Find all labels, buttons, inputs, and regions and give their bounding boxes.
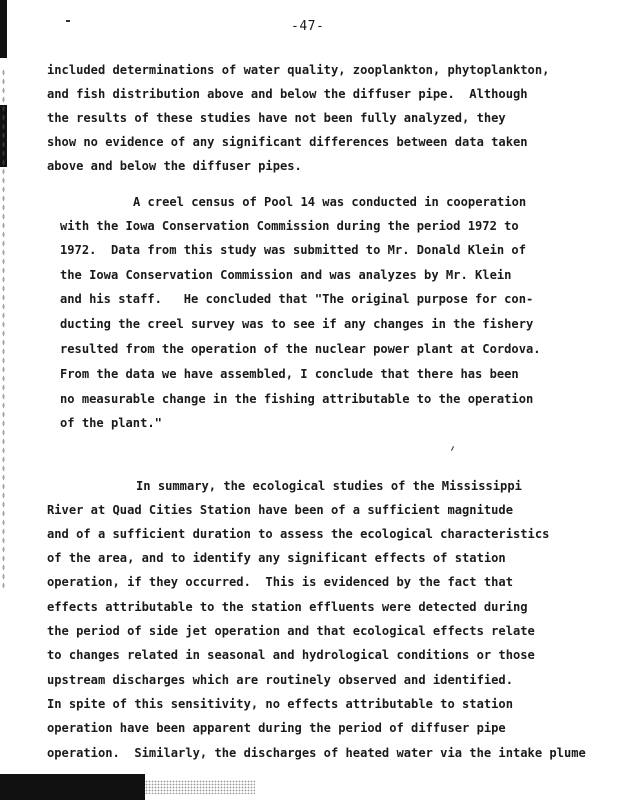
text-line: River at Quad Cities Station have been of a sufficient magnitude — [47, 503, 513, 517]
text-line: with the Iowa Conservation Commission during the period 1972 to — [60, 219, 519, 233]
text-line: and of a sufficient duration to assess the ecological characteristics — [47, 527, 550, 541]
text-line: In spite of this sensitivity, no effects attributable to station — [47, 697, 513, 711]
scan-bottom-noise — [145, 780, 255, 794]
text-line: and fish distribution above and below the diffuser pipe. Although — [47, 87, 528, 101]
text-line: 1972. Data from this study was submitted to Mr. Donald Klein of — [60, 243, 526, 257]
text-line: to changes related in seasonal and hydrological conditions or those — [47, 648, 535, 662]
text-line: operation. Similarly, the discharges of heated water via the intake plume — [47, 746, 586, 760]
text-line: above and below the diffuser pipes. — [47, 159, 302, 173]
text-line: no measurable change in the fishing attributable to the operation — [60, 392, 534, 406]
scan-edge-mark-bottom — [0, 774, 145, 800]
text-line: A creel census of Pool 14 was conducted in cooperation — [133, 195, 527, 209]
text-line: operation, if they occurred. This is evidenced by the fact that — [47, 575, 513, 589]
text-line: and his staff. He concluded that "The original purpose for con- — [60, 292, 534, 306]
text-line: the period of side jet operation and that ecological effects relate — [47, 624, 535, 638]
scan-edge-mark-top — [0, 0, 7, 58]
text-line: From the data we have assembled, I conclude that there has been — [60, 367, 519, 381]
scan-speck — [451, 446, 454, 451]
text-line: effects attributable to the station effluents were detected during — [47, 600, 528, 614]
text-line: show no evidence of any significant differences between data taken — [47, 135, 528, 149]
text-line: resulted from the operation of the nuclear power plant at Cordova. — [60, 342, 541, 356]
text-line: In summary, the ecological studies of the Mississippi — [136, 479, 522, 493]
page-number: -47- — [291, 19, 325, 34]
text-line: the Iowa Conservation Commission and was analyzes by Mr. Klein — [60, 268, 512, 282]
text-line: upstream discharges which are routinely observed and identified. — [47, 673, 513, 687]
text-line: included determinations of water quality, zooplankton, phytoplankton, — [47, 63, 550, 77]
scan-edge-noise — [2, 68, 5, 588]
text-line: the results of these studies have not been fully analyzed, they — [47, 111, 506, 125]
text-line: ducting the creel survey was to see if any changes in the fishery — [60, 317, 534, 331]
text-line: of the area, and to identify any significant effects of station — [47, 551, 506, 565]
text-line: of the plant." — [60, 416, 162, 430]
text-line: operation have been apparent during the period of diffuser pipe — [47, 721, 506, 735]
scan-speck — [66, 20, 70, 22]
